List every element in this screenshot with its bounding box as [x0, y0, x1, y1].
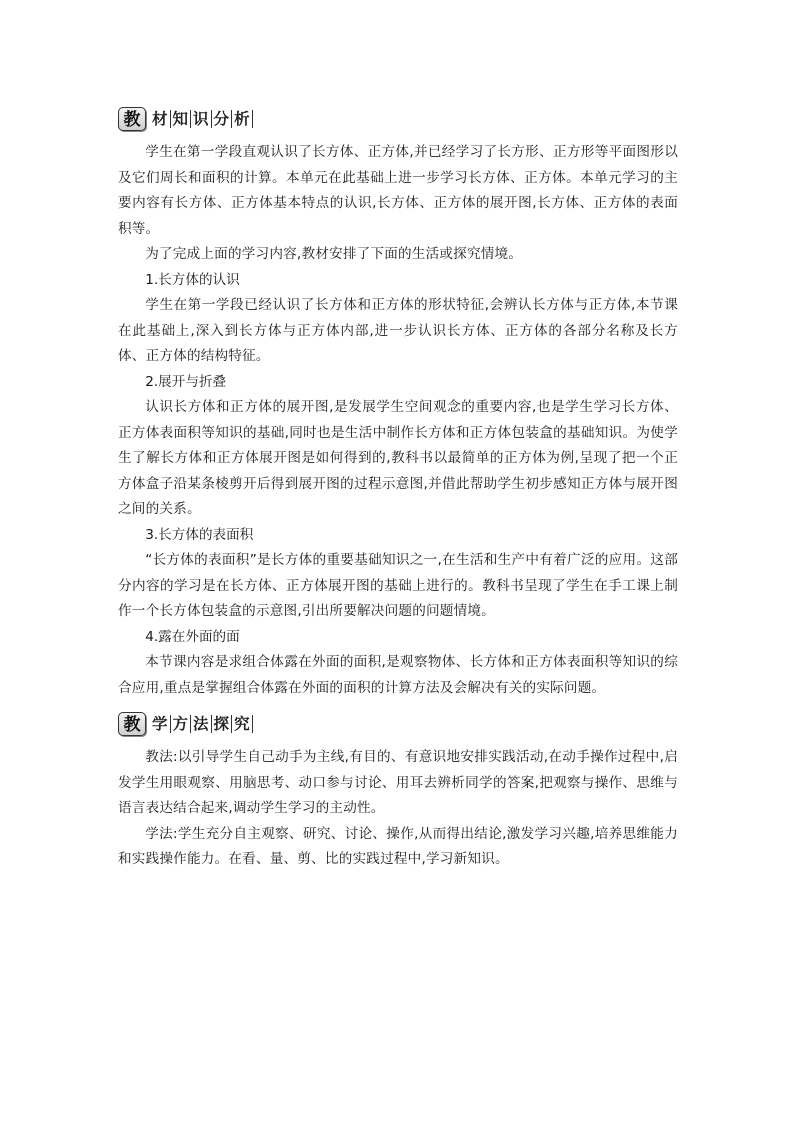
section-heading-teaching-methods [118, 709, 678, 739]
document-page [118, 104, 678, 873]
title-char: 材 [150, 110, 171, 128]
section-heading-teaching-material [118, 104, 678, 134]
section-title [150, 110, 253, 128]
title-char: 探 [212, 715, 233, 733]
intro-paragraph: 为了完成上面的学习内容,教材安排了下面的生活或探究情境。 [145, 246, 523, 262]
item-text: “长方体的表面积”是长方体的重要基础知识之一,在生活和生产中有着广泛的应用。这部分内容的学习是在长方体、正方体展开图的基础上进行的。教科书呈现了学生在手工课上制作一个长方体包装盒的示意图,引出所要解决问题的问题情境。 [118, 552, 678, 619]
item-heading: 3.长方体的表面积 [145, 526, 254, 543]
title-char: 学 [150, 715, 171, 733]
item-text: 本节课内容是求组合体露在外面的面积,是观察物体、长方体和正方体表面积等知识的综合应用,重点是掌握组合体露在外面的面积的计算方法及会解决有关的实际问题。 [118, 654, 678, 696]
title-char: 知 [171, 110, 192, 128]
title-char: 析 [232, 110, 253, 128]
item-heading: 2.展开与折叠 [145, 373, 227, 390]
title-char: 方 [171, 715, 192, 733]
method-paragraph: 教法:以引导学生自己动手为主线,有目的、有意识地安排实践活动,在动手操作过程中,启发学生用眼观察、用脑思考、动口参与讨论、用耳去辨析同学的答案,把观察与操作、思维与语言表达结合起来,调动学生学习的主动性。 [118, 749, 678, 816]
item-text: 认识长方体和正方体的展开图,是发展学生空间观念的重要内容,也是学生学习长方体、正方体表面积等知识的基础,同时也是生活中制作长方体和正方体包装盒的基础知识。为使学生了解长方体和正方体展开图是如何得到的,教科书以最简单的正方体为例,呈现了把一个正方体盒子沿某条棱剪开后得到展开图的过程示意图,并借此帮助学生初步感知正方体与展开图之间的关系。 [118, 399, 678, 517]
intro-paragraph: 学生在第一学段直观认识了长方体、正方体,并已经学习了长方形、正方形等平面图形以及它们周长和面积的计算。本单元在此基础上进一步学习长方体、正方体。本单元学习的主要内容有长方体、正方体基本特点的认识,长方体、正方体的展开图,长方体、正方体的表面积等。 [118, 144, 678, 237]
section-badge-icon: 教 [118, 107, 146, 131]
title-char: 分 [212, 110, 233, 128]
method-paragraph: 学法:学生充分自主观察、研究、讨论、操作,从而得出结论,激发学习兴趣,培养思维能力和实践操作能力。在看、量、剪、比的实践过程中,学习新知识。 [118, 825, 678, 867]
section-title [150, 715, 253, 733]
item-heading: 1.长方体的认识 [145, 271, 240, 288]
title-char: 法 [191, 715, 212, 733]
item-heading: 4.露在外面的面 [145, 628, 240, 645]
item-text: 学生在第一学段已经认识了长方体和正方体的形状特征,会辨认长方体与正方体,本节课在此基础上,深入到长方体与正方体内部,进一步认识长方体、正方体的各部分名称及长方体、正方体的结构特征。 [118, 297, 678, 364]
section-badge-icon: 教 [118, 712, 146, 736]
title-char: 识 [191, 110, 212, 128]
title-char: 究 [232, 715, 253, 733]
